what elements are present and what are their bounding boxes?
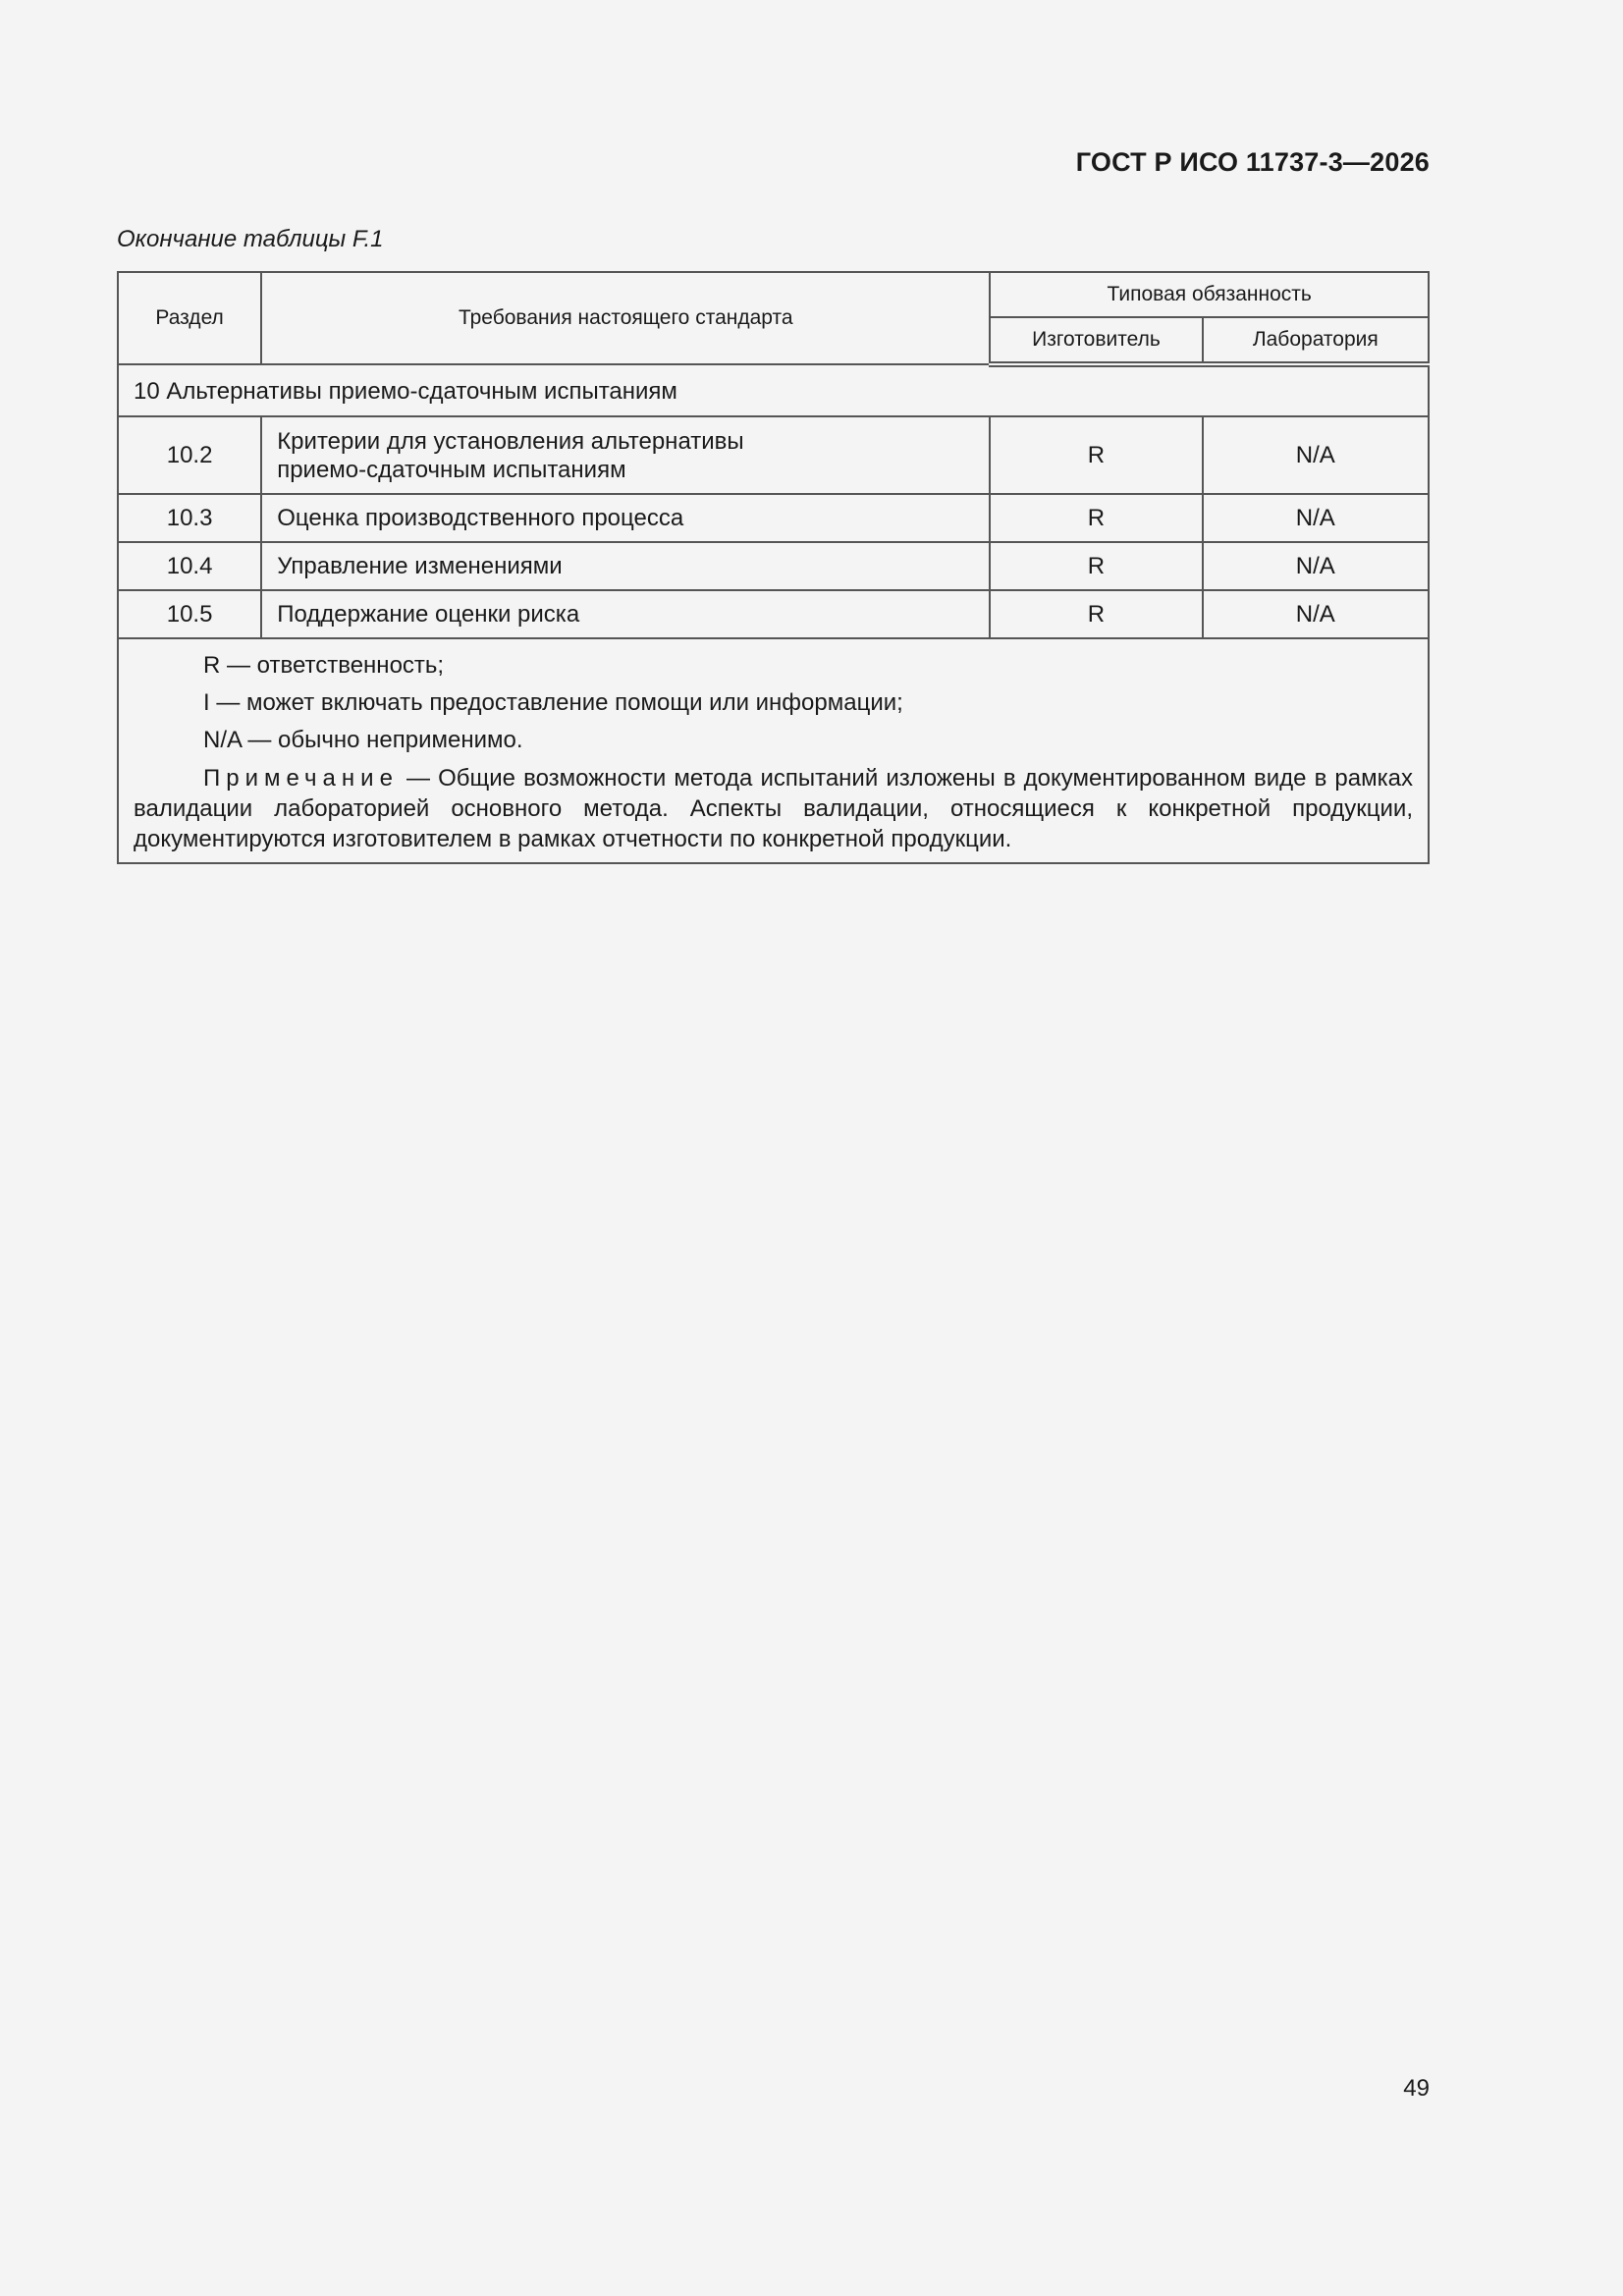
responsibility-table	[117, 271, 1430, 864]
requirement-text-line2: приемо-сдаточным испытаниям	[277, 456, 626, 483]
note-paragraph	[134, 763, 1413, 854]
manufacturer-value: R	[990, 542, 1202, 590]
notes-cell	[118, 638, 1429, 863]
requirement-text-line1: Критерии для установления альтернативы	[277, 427, 744, 455]
laboratory-value: N/A	[1203, 416, 1429, 494]
manufacturer-value: R	[990, 416, 1202, 494]
header-requirements: Требования настоящего стандарта	[261, 272, 990, 364]
section-number: 10.4	[118, 542, 261, 590]
header-laboratory: Лаборатория	[1203, 317, 1429, 364]
legend-item: N/A — обычно неприменимо.	[203, 727, 523, 753]
document-code: ГОСТ Р ИСО 11737-3—2026	[1075, 147, 1430, 177]
requirement-cell	[261, 416, 990, 494]
table-row	[118, 416, 1429, 494]
legend-item: I — может включать предоставление помощи или информации;	[203, 689, 903, 716]
group-row	[118, 364, 1429, 416]
page-number: 49	[1403, 2075, 1430, 2102]
note-text: — Общие возможности метода испытаний изложены в документированном виде в рамках валидации лабораторией основного метода. Аспекты валидации, относящиеся к конкретной продукции, документируются изготовителем в рамках отчетности по конкретной продукции.	[134, 765, 1413, 852]
section-number: 10.3	[118, 494, 261, 542]
table-row	[118, 590, 1429, 638]
header-manufacturer: Изготовитель	[990, 317, 1202, 364]
table-caption: Окончание таблицы F.1	[117, 226, 384, 252]
requirement-text: Оценка производственного процесса	[261, 494, 990, 542]
notes-row	[118, 638, 1429, 863]
table-row	[118, 542, 1429, 590]
note-label: Примечание	[203, 765, 399, 792]
section-number: 10.2	[118, 416, 261, 494]
header-responsibility: Типовая обязанность	[990, 272, 1429, 317]
header-section: Раздел	[118, 272, 261, 364]
table-row	[118, 494, 1429, 542]
manufacturer-value: R	[990, 494, 1202, 542]
group-title: 10 Альтернативы приемо-сдаточным испытаниям	[118, 364, 1429, 416]
manufacturer-value: R	[990, 590, 1202, 638]
legend-item: R — ответственность;	[203, 652, 445, 679]
laboratory-value: N/A	[1203, 494, 1429, 542]
laboratory-value: N/A	[1203, 590, 1429, 638]
requirement-text: Управление изменениями	[261, 542, 990, 590]
section-number: 10.5	[118, 590, 261, 638]
requirement-text: Поддержание оценки риска	[261, 590, 990, 638]
laboratory-value: N/A	[1203, 542, 1429, 590]
table-header-row	[118, 272, 1429, 317]
